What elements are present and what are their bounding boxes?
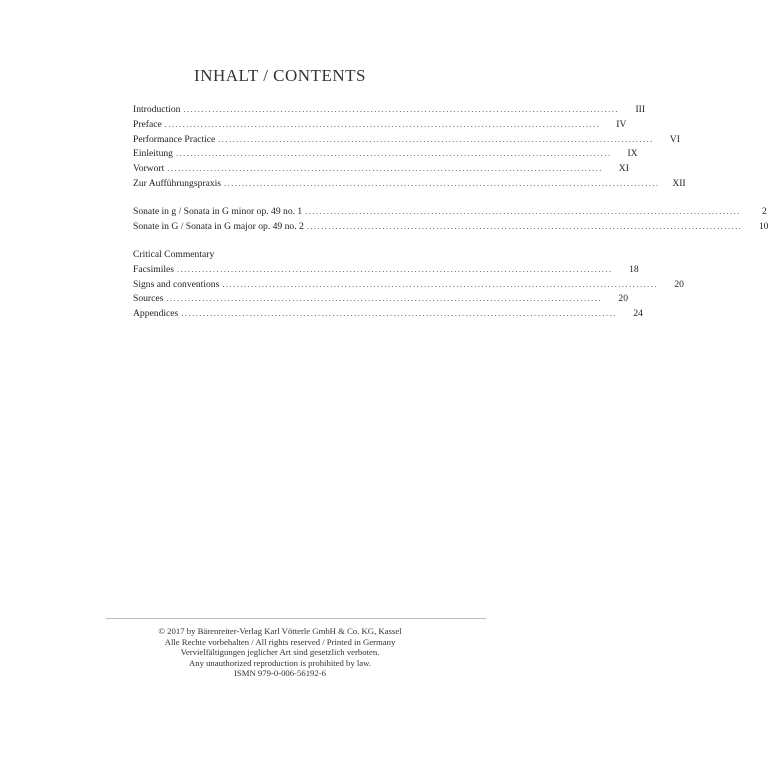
toc-page-number: III (635, 104, 646, 115)
toc-entry-signs-conventions[interactable] (133, 278, 684, 293)
toc-page-number: VI (669, 133, 680, 145)
toc-leader-dots: ......................................................................................................................... (167, 164, 603, 174)
footer-divider (106, 618, 486, 619)
toc-entry-sonata-1[interactable] (133, 205, 767, 220)
toc-leader-dots: ......................................................................................................................... (166, 294, 602, 304)
toc-label: Signs and conventions (133, 278, 220, 290)
toc-label: Zur Aufführungspraxis (133, 177, 222, 189)
toc-page-number: 20 (618, 293, 628, 305)
toc-entry-sources[interactable] (133, 292, 628, 307)
toc-entry-preface[interactable] (133, 118, 627, 133)
toc-leader-dots: ......................................................................................................................... (177, 264, 613, 274)
toc-page-number: 2 (762, 206, 767, 217)
toc-leader-dots: ......................................................................................................................... (175, 149, 612, 159)
toc-label: Vorwort (133, 163, 165, 175)
toc-page-number: IX (627, 148, 638, 160)
toc-page-number: XII (672, 177, 686, 189)
toc-page-number: 24 (633, 308, 643, 320)
toc-sonatas (133, 205, 768, 235)
toc-page-number: 20 (674, 278, 684, 290)
copyright-line: © 2017 by Bärenreiter-Verlag Karl Vötterle GmbH & Co. KG, Kassel (158, 626, 402, 636)
toc-label: Sources (133, 293, 164, 305)
imprint (0, 626, 560, 679)
toc-leader-dots: ......................................................................................................................... (306, 221, 743, 231)
toc-leader-dots: ......................................................................................................................... (183, 105, 620, 114)
toc-entry-appendices[interactable] (133, 307, 643, 322)
toc-page-number: IV (616, 118, 627, 130)
toc-label: Preface (133, 118, 162, 130)
rights-line: Alle Rechte vorbehalten / All rights reserved / Printed in Germany (164, 636, 396, 647)
toc-critical-commentary (133, 248, 684, 322)
toc-leader-dots: ......................................................................................................................... (222, 279, 658, 289)
toc-page-number: XI (618, 163, 629, 175)
toc-leader-dots: ......................................................................................................................... (305, 207, 741, 216)
toc-entry-introduction[interactable] (133, 103, 646, 118)
toc-leader-dots: ......................................................................................................................... (224, 178, 660, 188)
toc-page-number: 10 (758, 220, 768, 232)
toc-label: Introduction (133, 104, 181, 115)
copy-prohibition-en-line: Any unauthorized reproduction is prohibited by law. (188, 657, 372, 668)
toc-entry-performance-practice[interactable] (133, 133, 680, 148)
toc-leader-dots: ......................................................................................................................... (218, 134, 654, 144)
ismn-line: ISMN 979-0-006-56192-6 (234, 668, 326, 679)
toc-front-matter (133, 103, 686, 192)
toc-entry-vorwort[interactable] (133, 162, 629, 177)
toc-leader-dots: ......................................................................................................................... (164, 119, 601, 129)
toc-entry-einleitung[interactable] (133, 147, 638, 162)
toc-leader-dots: ......................................................................................................................... (181, 309, 617, 319)
toc-page-number: 18 (629, 263, 639, 275)
toc-label: Performance Practice (133, 133, 216, 145)
toc-section-heading: Critical Commentary (133, 249, 215, 260)
toc-entry-sonata-2[interactable] (133, 220, 768, 235)
toc-entry-auffuehrungspraxis[interactable] (133, 177, 686, 192)
page-title: INHALT / CONTENTS (194, 66, 366, 85)
toc-label: Sonate in G / Sonata in G major op. 49 no. 2 (133, 220, 304, 232)
toc-label: Appendices (133, 308, 179, 320)
toc-label: Einleitung (133, 148, 173, 160)
toc-entry-facsimiles[interactable] (133, 263, 639, 278)
copy-prohibition-de-line: Vervielfältigungen jeglicher Art sind gesetzlich verboten. (180, 647, 380, 658)
toc-label: Facsimiles (133, 263, 175, 275)
toc-label: Sonate in g / Sonata in G minor op. 49 no. 1 (133, 206, 303, 217)
